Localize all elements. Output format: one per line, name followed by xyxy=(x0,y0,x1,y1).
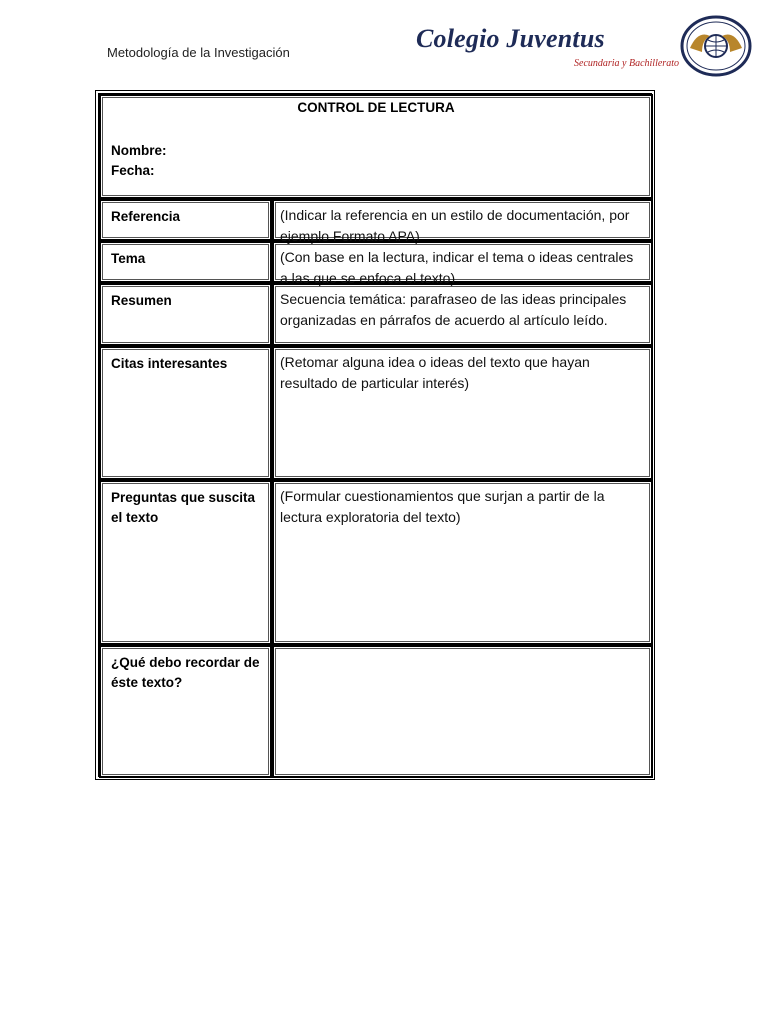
row-value-cell xyxy=(272,346,653,480)
summary-label: Resumen xyxy=(111,293,172,308)
row-label-cell xyxy=(99,480,272,645)
row-value-cell xyxy=(272,241,653,286)
quotes-text: (Retomar alguna idea o ideas del texto que hayan resultado de particular interés) xyxy=(280,354,590,391)
reading-control-form xyxy=(95,90,655,780)
row-value-cell xyxy=(272,480,653,645)
name-label: Nombre: xyxy=(111,143,167,158)
row-value-cell xyxy=(272,283,653,346)
quotes-label: Citas interesantes xyxy=(111,356,228,371)
reference-text: (Indicar la referencia en un estilo de documentación, por ejemplo Formato APA) xyxy=(280,207,630,244)
form-header-cell xyxy=(99,94,653,199)
row-label-cell xyxy=(99,645,272,778)
topic-label: Tema xyxy=(111,251,146,266)
row-value-cell xyxy=(272,199,653,244)
row-label-cell xyxy=(99,346,272,480)
remember-label: ¿Qué debo recordar de éste texto? xyxy=(111,655,260,690)
form-title: CONTROL DE LECTURA xyxy=(297,100,455,115)
topic-text: (Con base en la lectura, indicar el tema o ideas centrales a las que se enfoca el texto) xyxy=(280,249,634,286)
questions-text: (Formular cuestionamientos que surjan a partir de la lectura exploratoria del texto) xyxy=(280,488,605,525)
row-value-cell xyxy=(272,645,653,778)
row-label-cell xyxy=(99,241,272,283)
questions-label: Preguntas que suscita el texto xyxy=(111,490,256,525)
school-tagline: Secundaria y Bachillerato xyxy=(574,58,679,69)
school-name: Colegio Juventus xyxy=(416,24,605,53)
row-label-cell xyxy=(99,199,272,241)
reference-label: Referencia xyxy=(111,209,181,224)
school-logo xyxy=(412,14,752,78)
school-seal-icon xyxy=(680,14,752,78)
summary-text: Secuencia temática: parafraseo de las ideas principales organizadas en párrafos de acuerdo al artículo leído. xyxy=(280,291,627,328)
document-subject: Metodología de la Investigación xyxy=(107,45,290,60)
date-label: Fecha: xyxy=(111,163,155,178)
row-label-cell xyxy=(99,283,272,346)
